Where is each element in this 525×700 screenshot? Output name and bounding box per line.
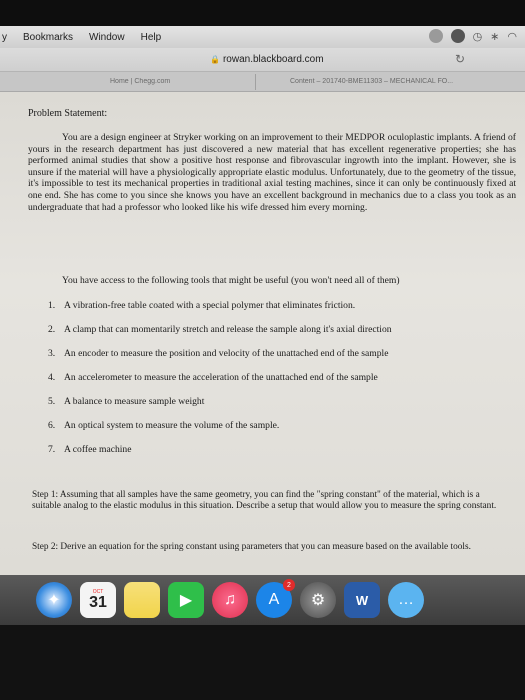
step-2-text: Step 2: Derive an equation for the spring constant using parameters that you can measure based on the available tools. — [32, 542, 471, 552]
url-field[interactable] — [210, 54, 324, 65]
address-bar — [0, 48, 525, 72]
url-text: rowan.blackboard.com — [222, 54, 324, 65]
bluetooth-icon[interactable]: ∗ — [490, 30, 500, 43]
tab-divider — [255, 74, 256, 90]
settings-icon[interactable]: ⚙ — [300, 582, 336, 618]
app-store-badge: 2 — [283, 579, 295, 591]
list-item: 5. A balance to measure sample weight — [48, 396, 205, 407]
reload-icon[interactable]: ↻ — [455, 52, 466, 66]
tools-intro: You have access to the following tools that might be useful (you won't need all of them) — [62, 275, 400, 286]
menu-bookmarks[interactable]: Bookmarks — [23, 31, 74, 43]
messages-icon[interactable]: … — [388, 582, 424, 618]
status-icons — [429, 29, 517, 43]
calendar-icon[interactable] — [80, 582, 116, 618]
menu-window[interactable]: Window — [89, 31, 125, 43]
list-item: 6. An optical system to measure the volume of the sample. — [48, 420, 280, 431]
list-item: 7. A coffee machine — [48, 444, 132, 455]
list-item: 1. A vibration-free table coated with a special polymer that eliminates friction. — [48, 300, 356, 311]
app-store-icon[interactable]: A 2 — [256, 582, 292, 618]
calendar-month: OCT — [92, 589, 104, 595]
step-1-text: Step 1: Assuming that all samples have the same geometry, you can find the "spring constant" of the material, which is a suitable analog to the elastic modulus in this situation. Describe a setup that would allow you to measure the spring constant. — [32, 490, 497, 511]
tab-blackboard-content[interactable]: Content – 201740-BME11303 – MECHANICAL FO... — [290, 78, 454, 85]
facetime-icon[interactable]: ▶ — [168, 582, 204, 618]
word-icon[interactable] — [344, 582, 380, 618]
status-app-icon[interactable] — [429, 29, 443, 43]
notes-icon[interactable] — [124, 582, 160, 618]
word-label: W — [355, 592, 369, 608]
problem-paragraph: You are a design engineer at Stryker working on an improvement to their MEDPOR oculoplastic implants. A friend of yours in the research department has just discovered a new material that has excellent regenerative properties; she has performed animal studies that show a positive host response and fibrovascular ingrowth into the implant. However, she is unsure if the material will have a physiologically appropriate elastic modulus. Unfortunately, due to the geometry of the tissue, it's impossible to test its mechanical properties in traditional axial testing machines, since it can only be continuously fixed at one end. She has come to you since she knows you have an excellent background in mechanics due to a class you took as an undergraduate that had a professor who looked like his wife dressed him every morning. — [28, 132, 516, 213]
list-item: 3. An encoder to measure the position and velocity of the unattached end of the sample — [48, 348, 389, 359]
problem-heading: Problem Statement: — [28, 108, 108, 119]
safari-icon[interactable]: ✦ — [36, 582, 72, 618]
wifi-icon[interactable]: ◠ — [507, 30, 517, 43]
list-item: 4. An accelerometer to measure the acceleration of the unattached end of the sample — [48, 372, 378, 383]
menu-help[interactable]: Help — [140, 31, 162, 43]
top-bezel — [0, 0, 525, 26]
tools-list — [48, 300, 392, 468]
music-icon[interactable]: ♫ — [212, 582, 248, 618]
status-circle-icon[interactable] — [451, 29, 465, 43]
calendar-day: 31 — [89, 594, 107, 611]
menu-safari[interactable]: y — [2, 31, 7, 43]
tab-chegg[interactable]: Home | Chegg.com — [110, 78, 171, 85]
clock-icon[interactable]: ◷ — [472, 30, 483, 43]
dock — [0, 575, 525, 625]
list-item: 2. A clamp that can momentarily stretch and release the sample along it's axial direction — [48, 324, 392, 335]
document-page — [0, 92, 525, 575]
tab-bar — [0, 72, 525, 92]
menu-bar — [0, 26, 525, 48]
lock-icon: 🔒 — [210, 55, 220, 64]
